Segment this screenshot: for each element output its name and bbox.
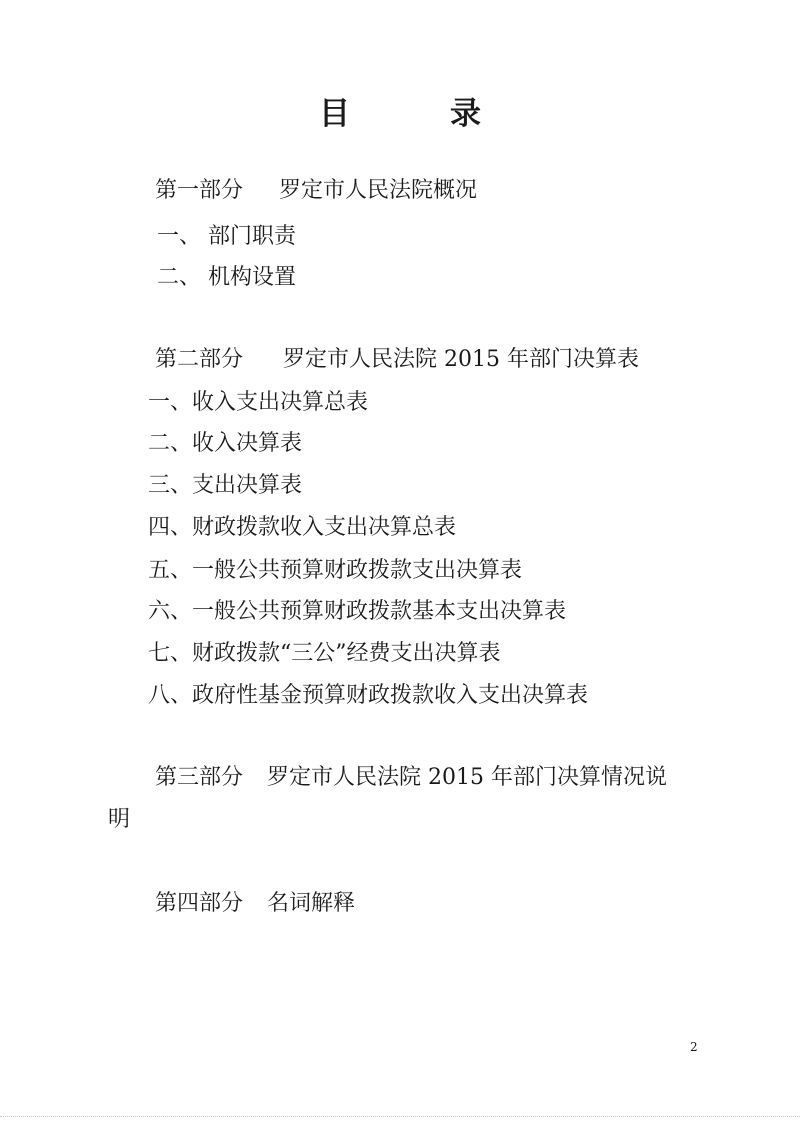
part3-title-line1: 罗定市人民法院 2015 年部门决算情况说 <box>267 765 667 790</box>
part1-label: 第一部分 <box>155 178 244 203</box>
part4-heading <box>155 889 355 919</box>
title-char-mu: 目 <box>319 96 350 132</box>
part2-item-3: 三、支出决算表 <box>148 473 303 498</box>
part1-item-1: 一、 部门职责 <box>157 224 296 249</box>
part1-item-2: 二、 机构设置 <box>157 265 296 290</box>
part2-item-6: 六、一般公共预算财政拨款基本支出决算表 <box>148 599 567 624</box>
part4-title: 名词解释 <box>267 891 356 916</box>
document-title <box>0 88 800 133</box>
part2-item-5: 五、一般公共预算财政拨款支出决算表 <box>148 558 523 583</box>
page-number: 2 <box>690 1040 698 1054</box>
part2-item-4: 四、财政拨款收入支出决算总表 <box>148 515 457 540</box>
title-char-lu: 录 <box>450 96 481 132</box>
part2-item-7: 七、财政拨款“三公”经费支出决算表 <box>148 641 501 666</box>
part2-label: 第二部分 <box>155 347 244 372</box>
part2-heading <box>155 345 639 375</box>
part3-title-line2: 明 <box>108 807 131 832</box>
part4-label: 第四部分 <box>155 891 244 916</box>
part2-item-2: 二、收入决算表 <box>148 431 303 456</box>
part2-item-1: 一、收入支出决算总表 <box>148 390 369 415</box>
part1-heading <box>155 176 477 206</box>
part2-item-8: 八、政府性基金预算财政拨款收入支出决算表 <box>148 683 589 708</box>
part1-title: 罗定市人民法院概况 <box>279 178 478 203</box>
scan-edge-divider <box>0 1116 800 1117</box>
part3-label: 第三部分 <box>155 765 244 790</box>
part2-title: 罗定市人民法院 2015 年部门决算表 <box>283 347 639 372</box>
part3-heading <box>155 763 667 793</box>
